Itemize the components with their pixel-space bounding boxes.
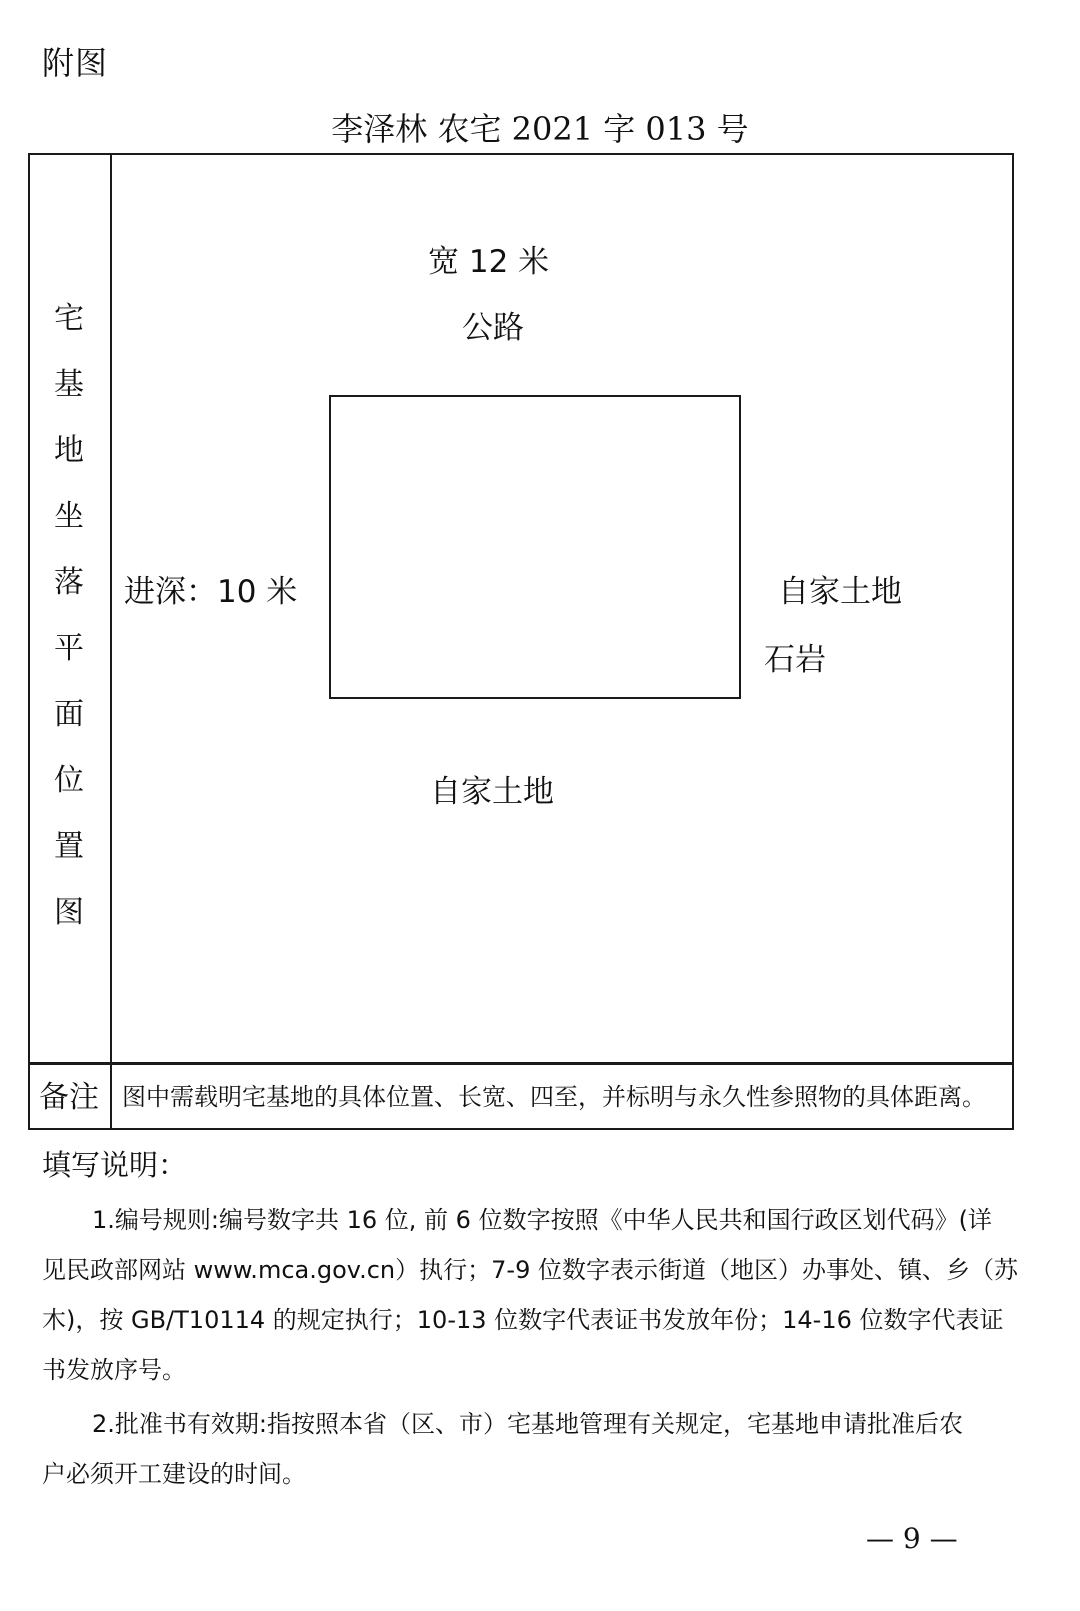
side-label-char: 宅 — [54, 301, 84, 336]
instruction-line: 2.批准书有效期:指按照本省（区、市）宅基地管理有关规定，宅基地申请批准后农 — [92, 1410, 963, 1438]
side-label-char: 位 — [54, 763, 84, 798]
homestead-plot — [329, 395, 741, 699]
side-label-char: 平 — [54, 631, 84, 666]
instruction-line: 见民政部网站 www.mca.gov.cn）执行；7-9 位数字表示街道（地区）办事处、镇、乡（苏 — [42, 1256, 1018, 1284]
page-number: — 9 — — [866, 1522, 958, 1555]
side-label-char: 基 — [54, 367, 84, 402]
north-width-label: 宽 12 米 — [428, 244, 550, 280]
instruction-line: 书发放序号。 — [42, 1356, 186, 1384]
side-label-char: 落 — [54, 565, 84, 600]
side-label-column — [28, 153, 112, 1064]
side-label-char: 地 — [54, 433, 84, 468]
remarks-text: 图中需载明宅基地的具体位置、长宽、四至，并标明与永久性参照物的具体距离。 — [122, 1083, 986, 1111]
remarks-label: 备注 — [28, 1065, 112, 1130]
south-boundary-label: 自家土地 — [430, 774, 554, 810]
document-title: 李泽林 农宅 2021 字 013 号 — [331, 110, 749, 148]
side-label-char: 面 — [54, 697, 84, 732]
depth-label: 进深：10 米 — [124, 574, 298, 610]
instructions-heading: 填写说明： — [42, 1148, 188, 1182]
side-label-char: 坐 — [54, 499, 84, 534]
instruction-line: 1.编号规则:编号数字共 16 位, 前 6 位数字按照《中华人民共和国行政区划代码》(详 — [92, 1206, 992, 1234]
east-rock-label: 石岩 — [764, 642, 826, 678]
north-boundary-label: 公路 — [462, 310, 524, 346]
instruction-line: 户必须开工建设的时间。 — [42, 1460, 306, 1488]
side-label-char: 图 — [54, 895, 84, 930]
east-boundary-label: 自家土地 — [778, 574, 902, 610]
appendix-label: 附图 — [42, 44, 109, 82]
side-label-char: 置 — [54, 829, 84, 864]
instruction-line: 木)，按 GB/T10114 的规定执行；10-13 位数字代表证书发放年份；14-16 位数字代表证 — [42, 1306, 1004, 1334]
